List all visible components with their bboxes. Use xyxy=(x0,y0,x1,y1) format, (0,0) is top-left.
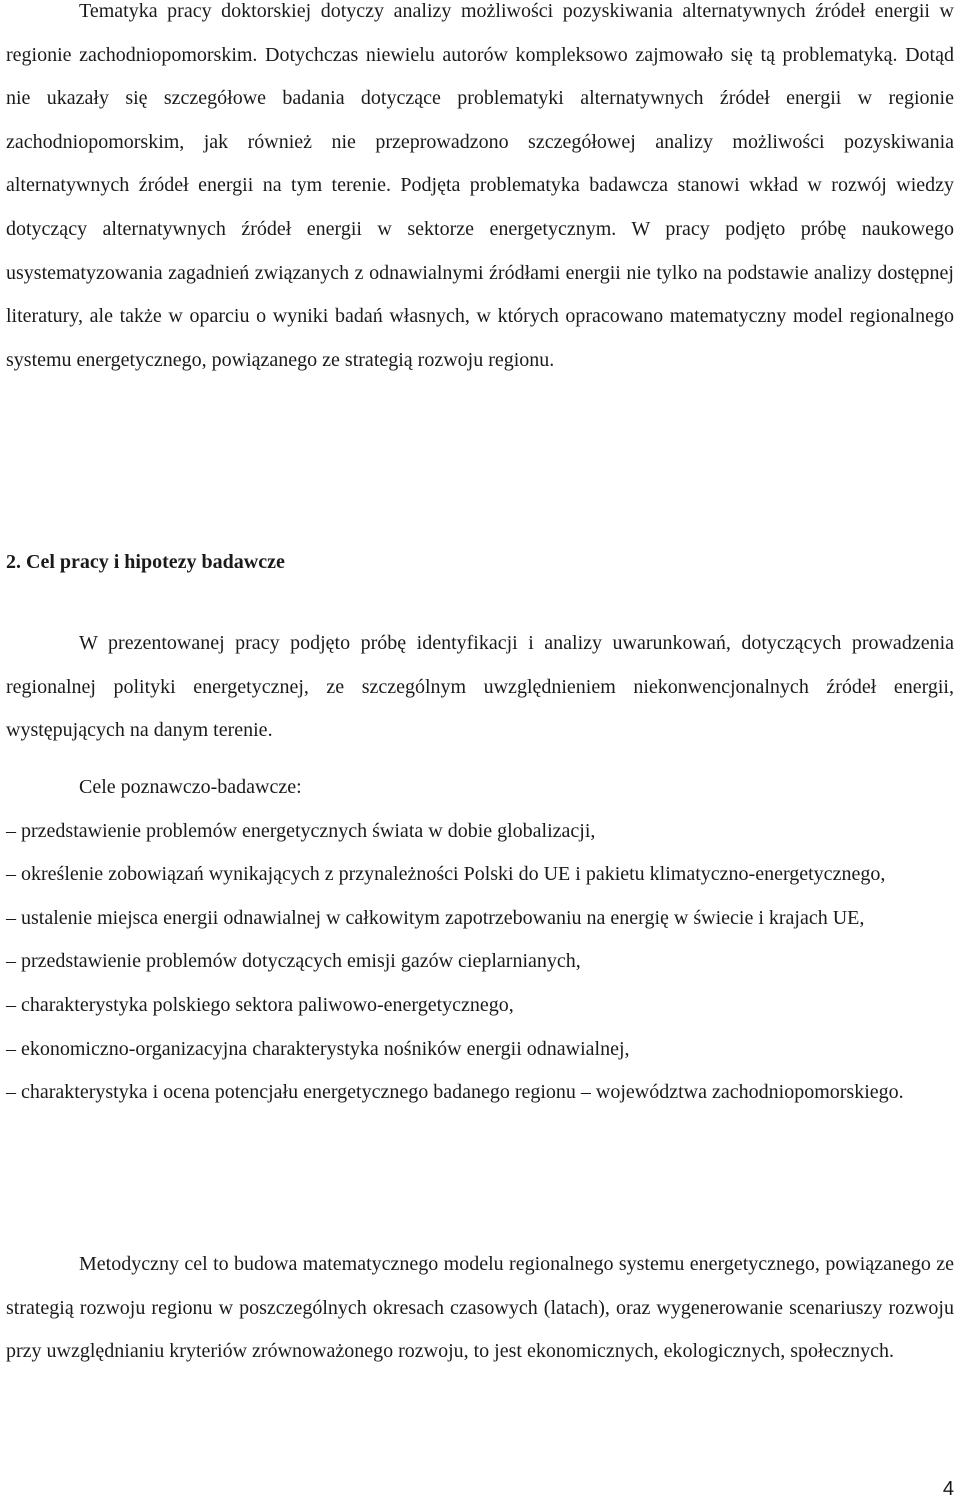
method-paragraph: Metodyczny cel to budowa matematycznego modelu regionalnego systemu energetycznego, powiązanego ze strategią rozwoju regionu w poszczególnych okresach czasowych (latach), oraz wygenerowanie scenariuszy rozwoju przy uwzględnianiu kryteriów zrównoważonego rozwoju, to jest ekonomicznych, ekologicznych, społecznych. xyxy=(6,1253,954,1363)
aim-paragraph: W prezentowanej pracy podjęto próbę identyfikacji i analizy uwarunkowań, dotyczących prowadzenia regionalnej polityki energetycznej, ze szczególnym uwzględnieniem niekonwencjonalnych źródeł energii, występujących na danym terenie. xyxy=(6,632,954,742)
list-item: – ekonomiczno-organizacyjna charakterystyka nośników energii odnawialnej, xyxy=(6,1037,630,1060)
list-item: – charakterystyka polskiego sektora paliwowo-energetycznego, xyxy=(6,993,514,1016)
goals-section xyxy=(6,766,954,1115)
section-heading: 2. Cel pracy i hipotezy badawcze xyxy=(6,551,285,573)
list-item: – ustalenie miejsca energii odnawialnej w całkowitym zapotrzebowaniu na energię w świecie i krajach UE, xyxy=(6,906,865,929)
list-item: – przedstawienie problemów dotyczących emisji gazów cieplarnianych, xyxy=(6,950,581,973)
goals-title: Cele poznawczo-badawcze: xyxy=(79,776,302,798)
intro-paragraph: Tematyka pracy doktorskiej dotyczy analizy możliwości pozyskiwania alternatywnych źródeł energii w regionie zachodniopomorskim. Dotychczas niewielu autorów kompleksowo zajmowało się tą problematyką. Dotąd nie ukazały się szczegółowe badania dotyczące problematyki alternatywnych źródeł energii w regionie zachodniopomorskim, jak również nie przeprowadzono szczegółowej analizy możliwości pozyskiwania alternatywnych źródeł energii na tym terenie. Podjęta problematyka badawcza stanowi wkład w rozwój wiedzy dotyczący alternatywnych źródeł energii w sektorze energetycznym. W pracy podjęto próbę naukowego usystematyzowania zagadnień związanych z odnawialnymi źródłami energii nie tylko na podstawie analizy dostępnej literatury, ale także w oparciu o wyniki badań własnych, w których opracowano matematyczny model regionalnego systemu energetycznego, powiązanego ze strategią rozwoju regionu. xyxy=(6,0,954,371)
list-item: – określenie zobowiązań wynikających z przynależności Polski do UE i pakietu klimatyczno-energetycznego, xyxy=(6,863,886,886)
list-item: – charakterystyka i ocena potencjału energetycznego badanego regionu – województwa zachodniopomorskiego. xyxy=(6,1081,904,1104)
page-number: 4 xyxy=(942,1478,954,1500)
list-item: – przedstawienie problemów energetycznych świata w dobie globalizacji, xyxy=(6,819,596,842)
